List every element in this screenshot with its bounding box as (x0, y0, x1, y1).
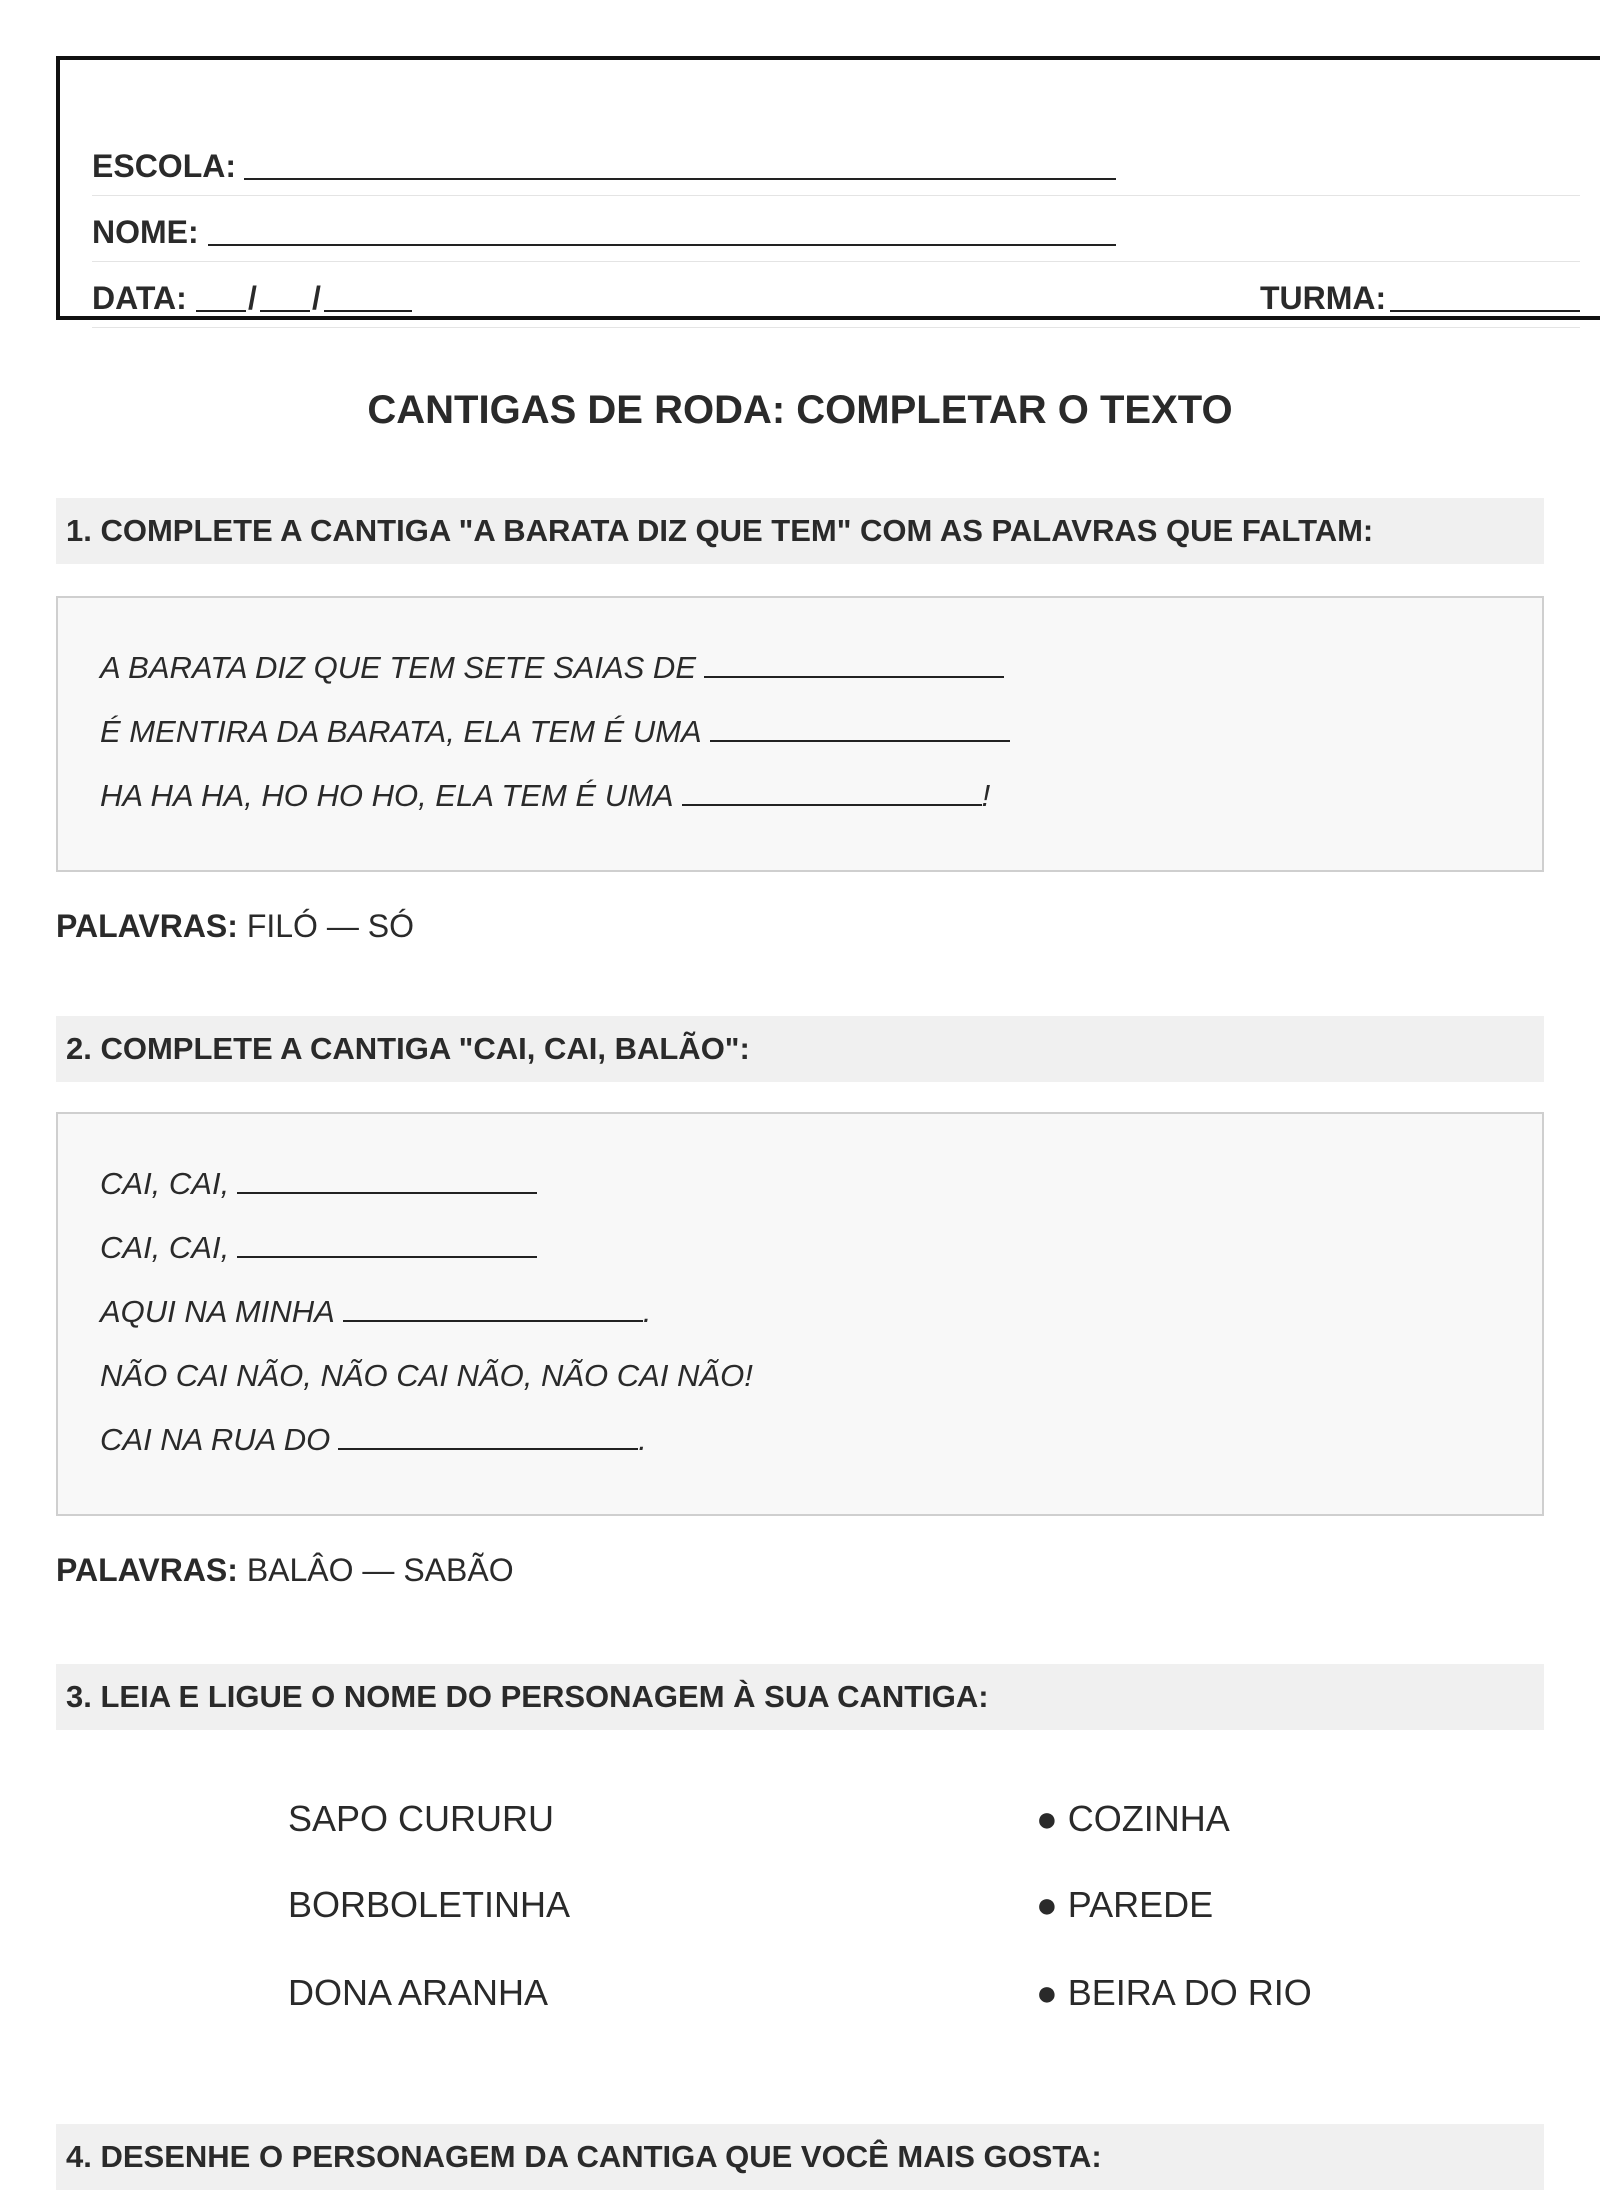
fill-blank[interactable] (682, 804, 982, 806)
q1-lyric-box (56, 596, 1544, 872)
date-separator: / (312, 280, 321, 316)
data-day-line[interactable] (196, 310, 246, 312)
q2-word-bank (56, 1552, 514, 1589)
lyric-line: CAI NA RUA DO . (100, 1422, 647, 1457)
song-place-option[interactable]: ● COZINHA (1036, 1798, 1230, 1839)
character-name[interactable]: SAPO CURURU (288, 1798, 555, 1839)
character-name[interactable]: DONA ARANHA (288, 1972, 549, 2013)
data-turma-row (92, 262, 1580, 328)
nome-input-line[interactable] (208, 244, 1116, 246)
lyric-line: CAI, CAI, (100, 1230, 537, 1266)
words-label: PALAVRAS: (56, 908, 238, 944)
character-name[interactable]: BORBOLETINHA (288, 1884, 571, 1925)
words-label: PALAVRAS: (56, 1552, 238, 1588)
date-separator: / (248, 280, 257, 316)
turma-label: TURMA: (1260, 280, 1387, 316)
student-info-box (56, 56, 1600, 320)
fill-blank[interactable] (710, 740, 1010, 742)
song-place-option[interactable]: ● PAREDE (1036, 1884, 1214, 1925)
escola-label: ESCOLA: (92, 148, 236, 184)
page-title: CANTIGAS DE RODA: COMPLETAR O TEXTO (367, 388, 1233, 432)
question-4-heading: 4. DESENHE O PERSONAGEM DA CANTIGA QUE VOCÊ MAIS GOSTA: (56, 2124, 1544, 2190)
q1-word-bank (56, 908, 414, 945)
words-list: FILÓ — SÓ (246, 908, 414, 944)
lyric-line: A BARATA DIZ QUE TEM SETE SAIAS DE (100, 650, 1004, 686)
nome-row (92, 196, 1580, 262)
lyric-line: É MENTIRA DA BARATA, ELA TEM É UMA (100, 714, 1010, 750)
lyric-line: NÃO CAI NÃO, NÃO CAI NÃO, NÃO CAI NÃO! (100, 1358, 753, 1393)
data-month-line[interactable] (260, 310, 310, 312)
escola-input-line[interactable] (244, 178, 1116, 180)
question-1-heading: 1. COMPLETE A CANTIGA "A BARATA DIZ QUE TEM" COM AS PALAVRAS QUE FALTAM: (56, 498, 1544, 564)
lyric-line: CAI, CAI, (100, 1166, 537, 1202)
lyric-line: HA HA HA, HO HO HO, ELA TEM É UMA ! (100, 778, 991, 813)
fill-blank[interactable] (343, 1320, 643, 1322)
fill-blank[interactable] (704, 676, 1004, 678)
escola-row (92, 130, 1580, 196)
question-3-heading: 3. LEIA E LIGUE O NOME DO PERSONAGEM À SUA CANTIGA: (56, 1664, 1544, 1730)
fill-blank[interactable] (237, 1256, 537, 1258)
q2-lyric-box (56, 1112, 1544, 1516)
turma-input-line[interactable] (1390, 310, 1580, 312)
question-2-heading: 2. COMPLETE A CANTIGA "CAI, CAI, BALÃO": (56, 1016, 1544, 1082)
data-year-line[interactable] (324, 310, 412, 312)
fill-blank[interactable] (237, 1192, 537, 1194)
fill-blank[interactable] (338, 1448, 638, 1450)
words-list: BALÂO — SABÃO (246, 1552, 514, 1588)
data-label: DATA: (92, 280, 187, 316)
nome-label: NOME: (92, 214, 199, 250)
lyric-line: AQUI NA MINHA . (100, 1294, 652, 1329)
song-place-option[interactable]: ● BEIRA DO RIO (1036, 1972, 1312, 2013)
